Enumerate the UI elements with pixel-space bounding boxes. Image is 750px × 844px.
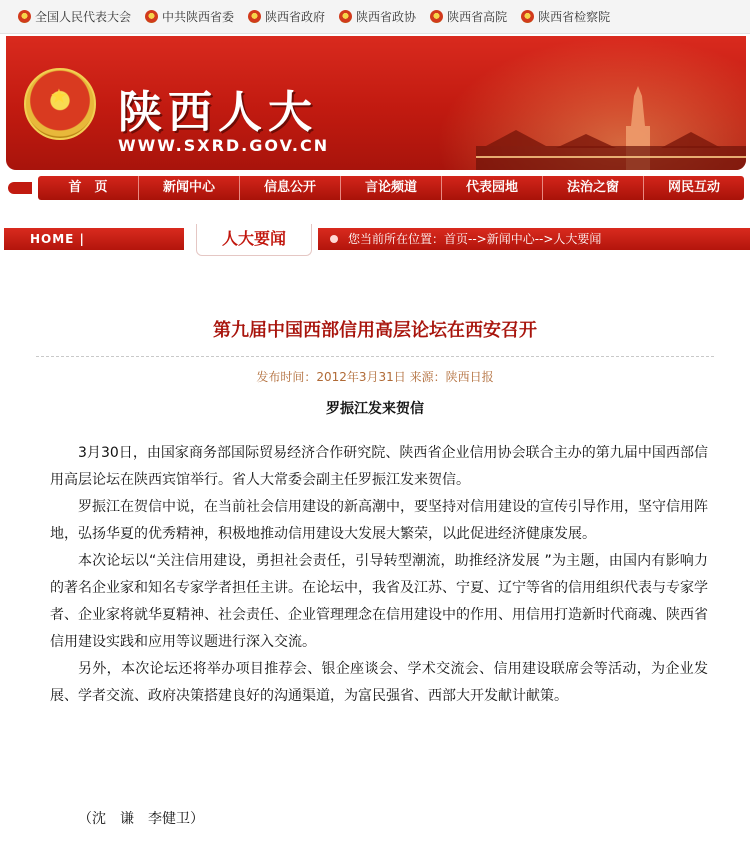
breadcrumb: 您当前所在位置：首页-->新闻中心-->人大要闻 <box>348 232 602 246</box>
site-url: WWW.SXRD.GOV.CN <box>118 136 330 155</box>
article-body <box>50 440 708 710</box>
national-emblem-icon <box>24 68 96 140</box>
top-link-procuratorate[interactable] <box>521 8 610 25</box>
nav-item-deputies[interactable]: 代表园地 <box>442 176 543 200</box>
breadcrumb-bar <box>0 228 750 250</box>
top-link-party-committee[interactable] <box>145 8 234 25</box>
home-link[interactable]: HOME | <box>30 232 85 246</box>
top-link-label: 陕西省政协 <box>356 10 417 24</box>
article-meta: 发布时间：2012年3月31日 来源：陕西日报 <box>256 370 494 384</box>
nav-item-interaction[interactable]: 网民互动 <box>667 180 720 195</box>
city-skyline-icon <box>476 86 746 170</box>
emblem-icon <box>18 10 31 23</box>
emblem-icon <box>248 10 261 23</box>
article-paragraph: 本次论坛以“关注信用建设，勇担社会责任，引导转型潮流，助推经济发展 ”为主题，由国内有影响力的著名企业家和知名专家学者担任主讲。在论坛中，我省及江苏、宁夏、辽宁等省的信用组织代表与专家学者、企业家将就华夏精神、社会责任、企业管理理念在信用建设中的作用、用信用打造新时代商魂、陕西省信用建设实践和应用等议题进行深入交流。 <box>50 553 708 650</box>
article-author: （沈 谦 李健卫） <box>78 811 204 827</box>
top-link-label: 陕西省高院 <box>447 10 508 24</box>
top-link-cppcc[interactable] <box>339 8 416 25</box>
top-links-bar <box>0 0 750 34</box>
article-paragraph: 另外，本次论坛还将举办项目推荐会、银企座谈会、学术交流会、信用建设联席会等活动，为企业发展、学者交流、政府决策搭建良好的沟通渠道，为富民强省、西部大开发献计献策。 <box>50 661 708 704</box>
top-link-npc[interactable] <box>18 8 131 25</box>
nav-item-law[interactable]: 法治之窗 <box>543 176 644 200</box>
emblem-icon <box>339 10 352 23</box>
top-link-government[interactable] <box>248 8 325 25</box>
breadcrumb-left-band <box>4 228 184 250</box>
nav-item-home[interactable]: 首 页 <box>38 176 139 200</box>
site-name: 陕西人大 <box>118 87 318 138</box>
location-dot-icon <box>330 235 338 243</box>
top-link-label: 陕西省检察院 <box>538 10 611 24</box>
emblem-icon <box>430 10 443 23</box>
article-subtitle: 罗振江发来贺信 <box>326 401 424 417</box>
article-paragraph: 3月30日，由国家商务部国际贸易经济合作研究院、陕西省企业信用协会联合主办的第九届中国西部信用高层论坛在陕西宾馆举行。省人大常委会副主任罗振江发来贺信。 <box>50 445 708 488</box>
emblem-icon <box>145 10 158 23</box>
nav-item-opinion[interactable]: 言论频道 <box>341 176 442 200</box>
nav-accent <box>8 182 32 194</box>
nav-item-info[interactable]: 信息公开 <box>240 176 341 200</box>
top-link-label: 中共陕西省委 <box>162 10 235 24</box>
nav-item-news[interactable]: 新闻中心 <box>139 176 240 200</box>
article-title: 第九届中国西部信用高层论坛在西安召开 <box>213 320 537 341</box>
top-link-label: 陕西省政府 <box>265 10 326 24</box>
site-banner <box>6 36 746 170</box>
top-link-court[interactable] <box>430 8 507 25</box>
title-divider <box>36 356 714 357</box>
article-paragraph: 罗振江在贺信中说，在当前社会信用建设的新高潮中，要坚持对信用建设的宣传引导作用，坚守信用阵地，弘扬华夏的优秀精神，积极地推动信用建设大发展大繁荣，以此促进经济健康发展。 <box>50 499 708 542</box>
emblem-icon <box>521 10 534 23</box>
section-tab[interactable]: 人大要闻 <box>196 224 312 256</box>
main-nav <box>38 176 744 200</box>
top-link-label: 全国人民代表大会 <box>35 10 132 24</box>
